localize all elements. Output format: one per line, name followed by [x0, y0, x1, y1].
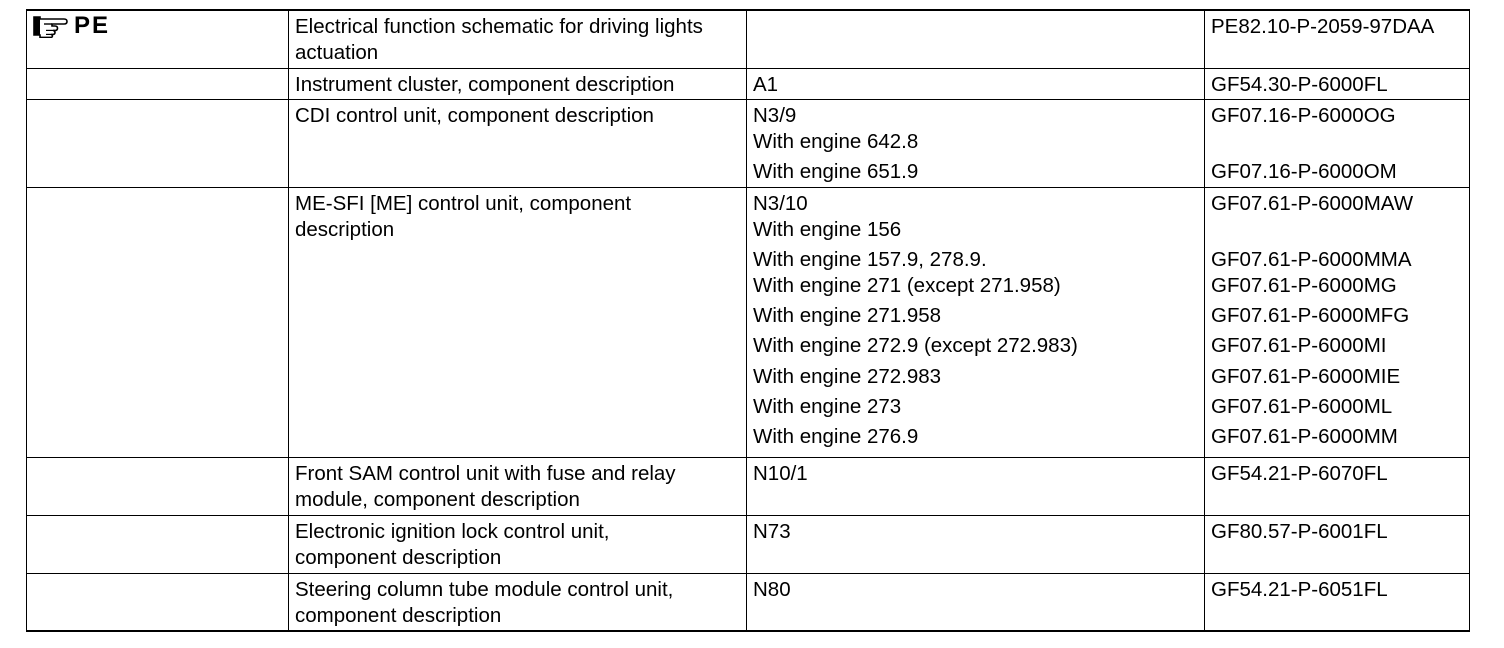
table-row: [27, 573, 1470, 631]
document-link[interactable]: GF07.61-P-6000ML: [1211, 394, 1393, 418]
component-cell: [747, 99, 1205, 187]
description-line: ME-SFI [ME] control unit, component: [295, 191, 632, 215]
description-line: Front SAM control unit with fuse and relay: [295, 461, 676, 485]
document-link[interactable]: [1211, 129, 1469, 155]
document-cell: [1205, 573, 1470, 631]
component-code: N3/10: [753, 191, 808, 215]
description-line: Steering column tube module control unit,: [295, 577, 674, 601]
description-line: description: [295, 217, 395, 241]
component-variant: With engine 276.9: [753, 425, 919, 449]
document-link[interactable]: GF54.21-P-6070FL: [1211, 461, 1388, 485]
description-line: Instrument cluster, component description: [295, 72, 675, 96]
component-code: N3/9: [753, 103, 797, 127]
document-cell: [1205, 10, 1470, 68]
document-link[interactable]: GF07.61-P-6000MMA: [1211, 247, 1412, 271]
document-link[interactable]: GF54.21-P-6051FL: [1211, 577, 1388, 601]
document-link[interactable]: GF07.61-P-6000MM: [1211, 425, 1398, 449]
marker-cell: [27, 10, 289, 68]
component-variant: With engine 642.8: [753, 129, 919, 153]
document-link[interactable]: GF07.16-P-6000OM: [1211, 159, 1397, 183]
description-cell: [289, 187, 747, 457]
table-row: [27, 515, 1470, 573]
document-link[interactable]: GF80.57-P-6001FL: [1211, 519, 1388, 543]
component-variant: With engine 651.9: [753, 159, 919, 183]
description-cell: [289, 573, 747, 631]
component-code: N80: [753, 577, 791, 601]
document-link[interactable]: GF54.30-P-6000FL: [1211, 72, 1388, 96]
reference-table: [26, 9, 1470, 632]
pe-marker: [32, 13, 288, 39]
document-link[interactable]: PE82.10-P-2059-97DAA: [1211, 15, 1435, 38]
component-variant: With engine 156: [753, 217, 902, 241]
component-cell: [747, 187, 1205, 457]
component-variant: With engine 157.9, 278.9.: [753, 247, 987, 271]
document-cell: [1205, 68, 1470, 99]
table-row: [27, 99, 1470, 187]
document-link[interactable]: GF07.61-P-6000MFG: [1211, 304, 1410, 328]
component-code: N73: [753, 519, 791, 543]
component-variant: With engine 271.958: [753, 304, 942, 328]
component-cell: [747, 10, 1205, 68]
marker-cell: [27, 99, 289, 187]
document-cell: [1205, 187, 1470, 457]
component-variant: With engine 272.983: [753, 364, 942, 388]
description-line: CDI control unit, component description: [295, 103, 654, 127]
description-line: Electrical function schematic for driving lights: [295, 15, 703, 38]
component-cell: [747, 573, 1205, 631]
table-row: [27, 68, 1470, 99]
component-code: A1: [753, 72, 779, 96]
document-link[interactable]: GF07.61-P-6000MI: [1211, 334, 1387, 358]
table-row: [27, 10, 1470, 68]
document-link[interactable]: GF07.61-P-6000MIE: [1211, 364, 1401, 388]
marker-cell: [27, 187, 289, 457]
description-cell: [289, 457, 747, 515]
document-cell: [1205, 457, 1470, 515]
document-link[interactable]: GF07.16-P-6000OG: [1211, 103, 1396, 127]
document-link[interactable]: [1211, 217, 1469, 243]
component-cell: [747, 457, 1205, 515]
component-cell: [747, 68, 1205, 99]
marker-cell: [27, 68, 289, 99]
description-cell: [289, 99, 747, 187]
marker-cell: [27, 457, 289, 515]
table-row: [27, 187, 1470, 457]
document-cell: [1205, 99, 1470, 187]
description-line: Electronic ignition lock control unit,: [295, 519, 610, 543]
pointing-hand-icon: [32, 14, 68, 38]
document-link[interactable]: GF07.61-P-6000MG: [1211, 273, 1397, 297]
document-cell: [1205, 515, 1470, 573]
component-variant: With engine 271 (except 271.958): [753, 273, 1061, 297]
marker-cell: [27, 515, 289, 573]
table-row: [27, 457, 1470, 515]
marker-cell: [27, 573, 289, 631]
description-line: component description: [295, 603, 502, 627]
document-link[interactable]: GF07.61-P-6000MAW: [1211, 191, 1414, 215]
component-code: N10/1: [753, 461, 808, 485]
component-cell: [747, 515, 1205, 573]
pe-label: PE: [74, 12, 111, 39]
description-line: component description: [295, 545, 502, 569]
description-cell: [289, 515, 747, 573]
description-line: actuation: [295, 41, 379, 64]
description-cell: [289, 68, 747, 99]
description-line: module, component description: [295, 487, 580, 511]
component-variant: With engine 273: [753, 394, 902, 418]
component-variant: With engine 272.9 (except 272.983): [753, 334, 1078, 358]
description-cell: [289, 10, 747, 68]
